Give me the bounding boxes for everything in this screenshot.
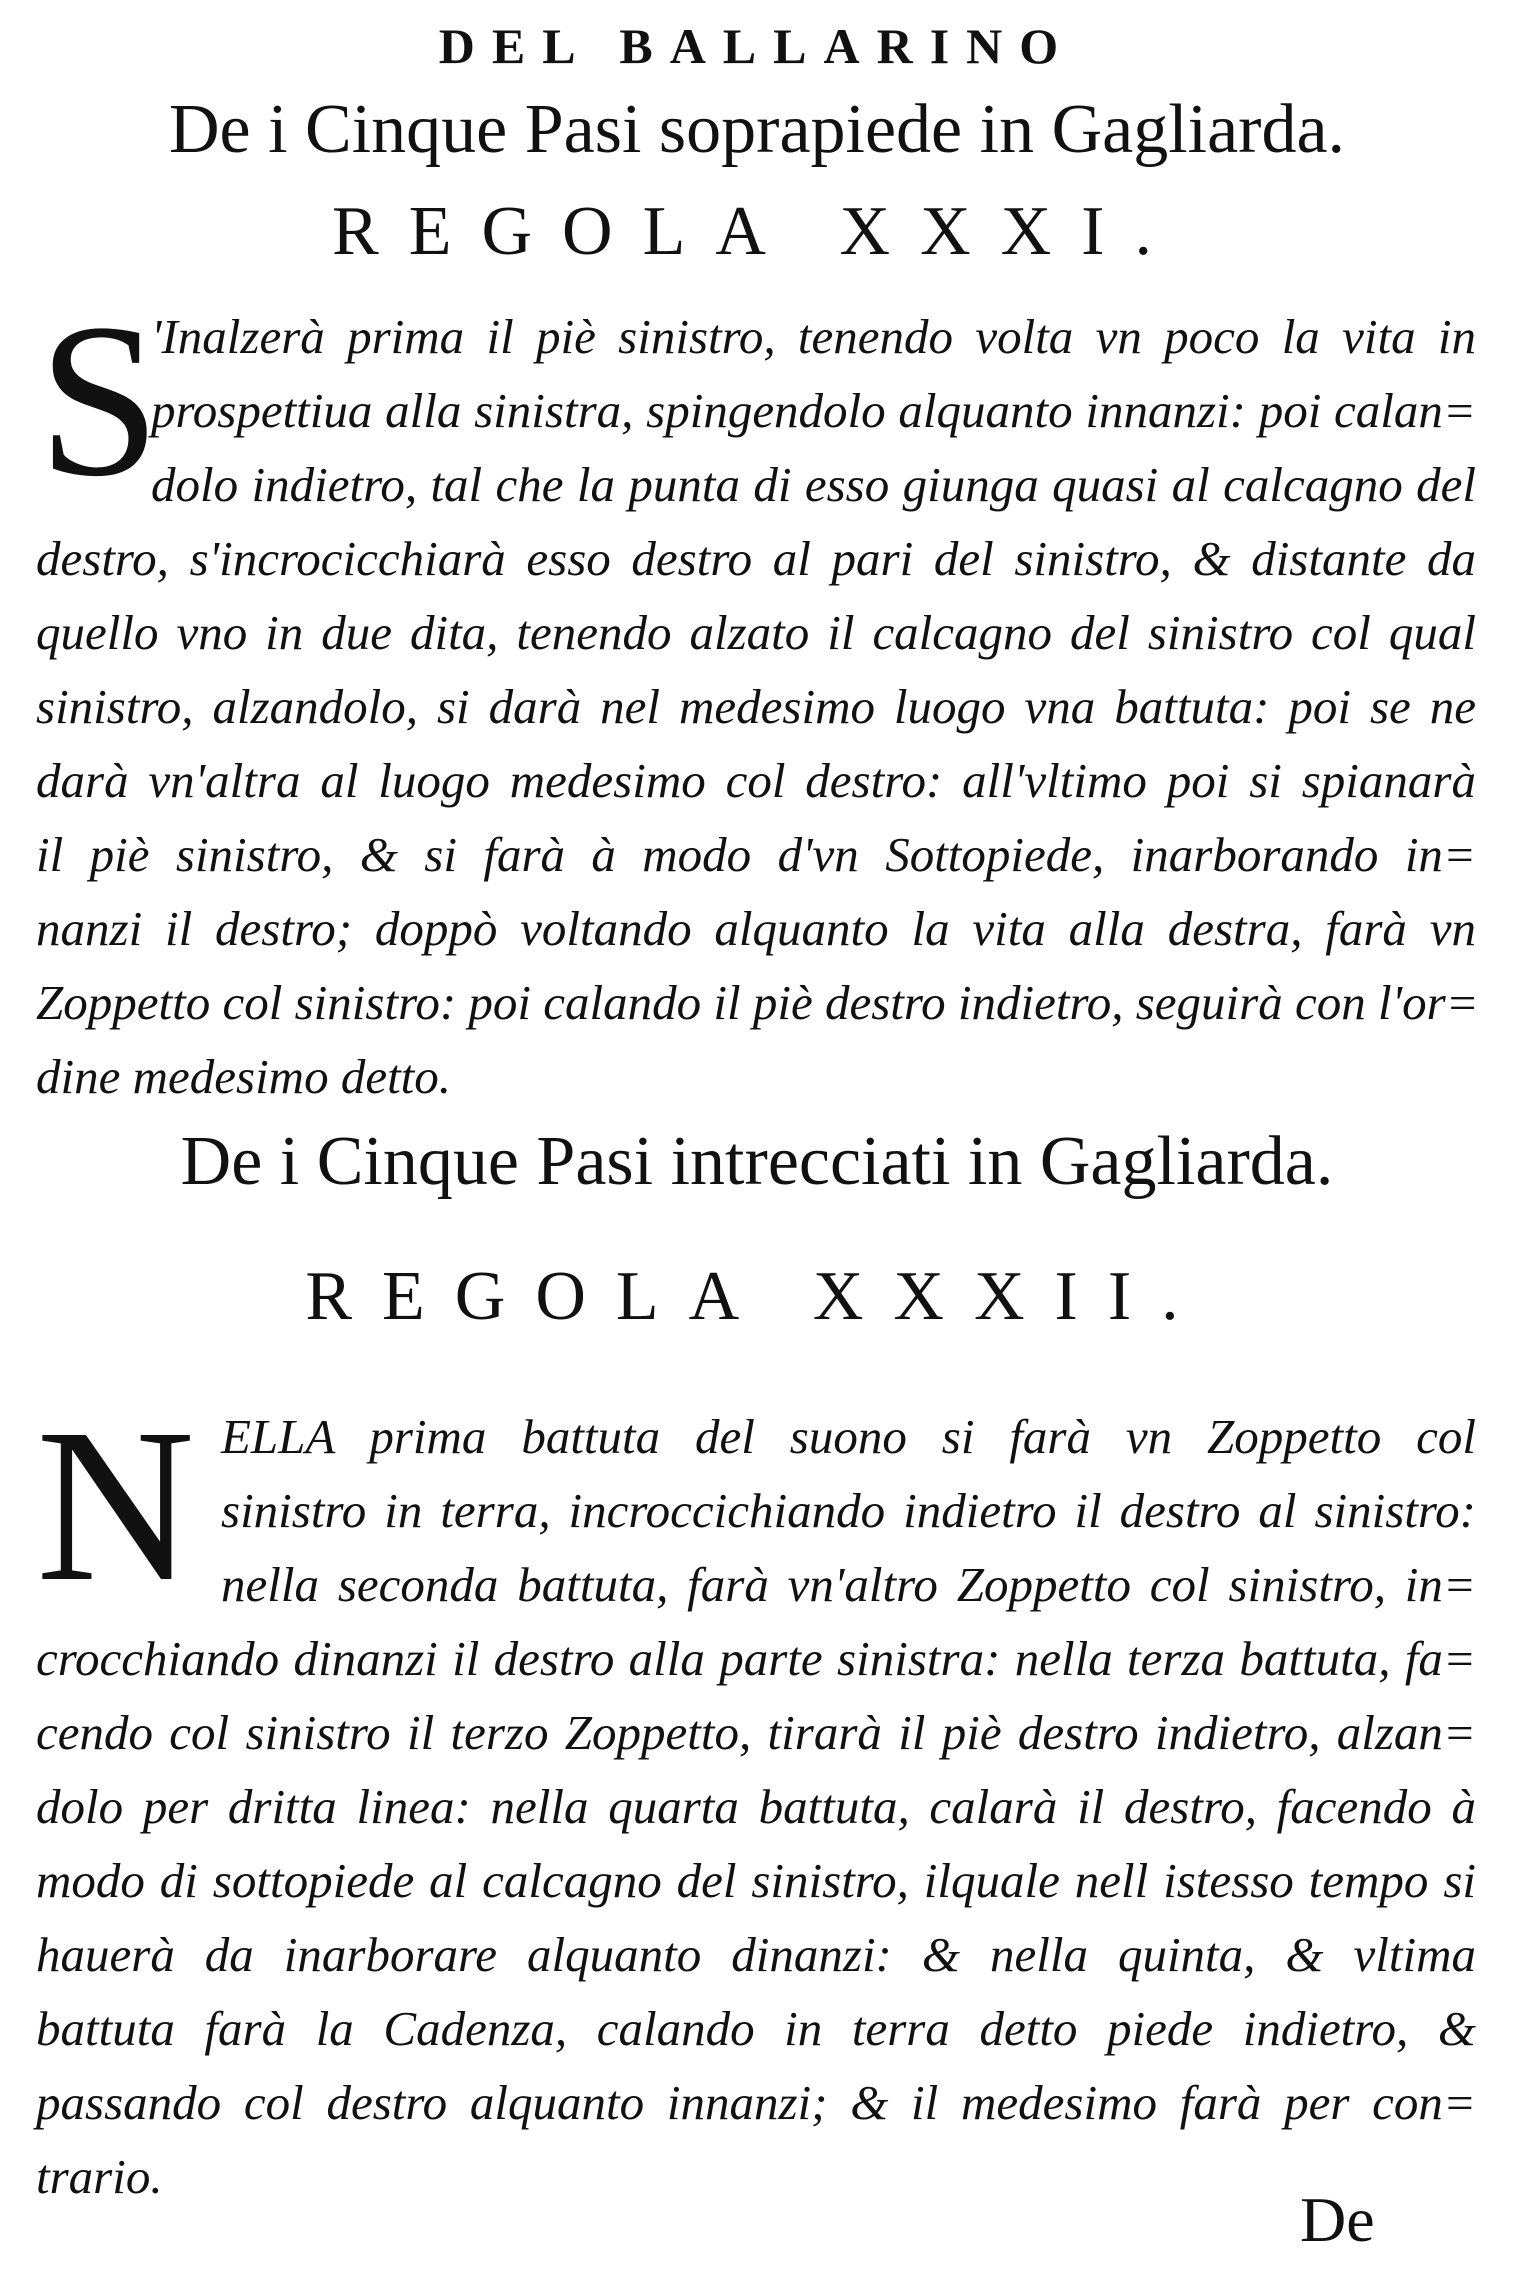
section2-title: De i Cinque Pasi intrecciati in Gagliarda. bbox=[180, 1123, 1334, 1200]
section2-line: sinistro in terra, incroccichiando indietro il destro al sinistro: bbox=[221, 1483, 1476, 1538]
section2-line: nella seconda battuta, farà vn'altro Zoppetto col sinistro, in= bbox=[221, 1557, 1476, 1612]
section1-line: sinistro, alzandolo, si darà nel medesimo luogo vna battuta: poi se ne bbox=[36, 679, 1476, 734]
section1-line: Zoppetto col sinistro: poi calando il piè destro indietro, seguirà con l'or= bbox=[36, 975, 1479, 1030]
section2-line: trario. bbox=[36, 2149, 163, 2204]
section2-line: modo di sottopiede al calcagno del sinistro, ilquale nell istesso tempo si bbox=[36, 1853, 1476, 1908]
section1-line: darà vn'altra al luogo medesimo col destro: all'vltimo poi si spianarà bbox=[36, 753, 1476, 808]
catchword: De bbox=[1300, 2184, 1375, 2255]
section1-line: destro, s'incrocicchiarà esso destro al pari del sinistro, & distante da bbox=[36, 531, 1476, 586]
section2-line: passando col destro alquanto innanzi; & il medesimo farà per con= bbox=[36, 2075, 1476, 2130]
section2-line: battuta farà la Cadenza, calando in terra detto piede indietro, & bbox=[36, 2001, 1476, 2056]
section2-dropcap: N bbox=[36, 1383, 195, 1627]
section1-line: dolo indietro, tal che la punta di esso giunga quasi al calcagno del bbox=[151, 457, 1476, 512]
section2-line: hauerà da inarborare alquanto dinanzi: & nella quinta, & vltima bbox=[36, 1927, 1476, 1982]
section1-line: quello vno in due dita, tenendo alzato il calcagno del sinistro col qual bbox=[36, 605, 1476, 660]
running-head: DEL BALLARINO bbox=[438, 18, 1076, 74]
section1-dropcap: S bbox=[38, 278, 161, 522]
section2-line: dolo per dritta linea: nella quarta battuta, calarà il destro, facendo à bbox=[36, 1779, 1476, 1834]
section1-line: nanzi il destro; doppò voltando alquanto la vita alla destra, farà vn bbox=[36, 901, 1476, 956]
section1-body bbox=[36, 278, 1479, 1114]
section1-line: 'Inalzerà prima il piè sinistro, tenendo volta vn poco la vita in bbox=[151, 309, 1476, 364]
section1-rule-heading: REGOLA XXXI. bbox=[332, 193, 1182, 270]
section2-line: cendo col sinistro il terzo Zoppetto, tirarà il piè destro indietro, alzan= bbox=[36, 1705, 1476, 1760]
section1-line: il piè sinistro, & si farà à modo d'vn Sottopiede, inarborando in= bbox=[36, 827, 1476, 882]
section2-line: crocchiando dinanzi il destro alla parte sinistra: nella terza battuta, fa= bbox=[36, 1631, 1476, 1686]
section1-line: dine medesimo detto. bbox=[36, 1049, 452, 1104]
section2-body bbox=[36, 1383, 1476, 2214]
section1-line: prospettiua alla sinistra, spingendolo alquanto innanzi: poi calan= bbox=[151, 383, 1476, 438]
section2-line: ELLA prima battuta del suono si farà vn Zoppetto col bbox=[221, 1409, 1476, 1464]
section1-title: De i Cinque Pasi soprapiede in Gagliarda. bbox=[168, 91, 1346, 168]
section2-rule-heading: REGOLA XXXII. bbox=[305, 1258, 1209, 1335]
